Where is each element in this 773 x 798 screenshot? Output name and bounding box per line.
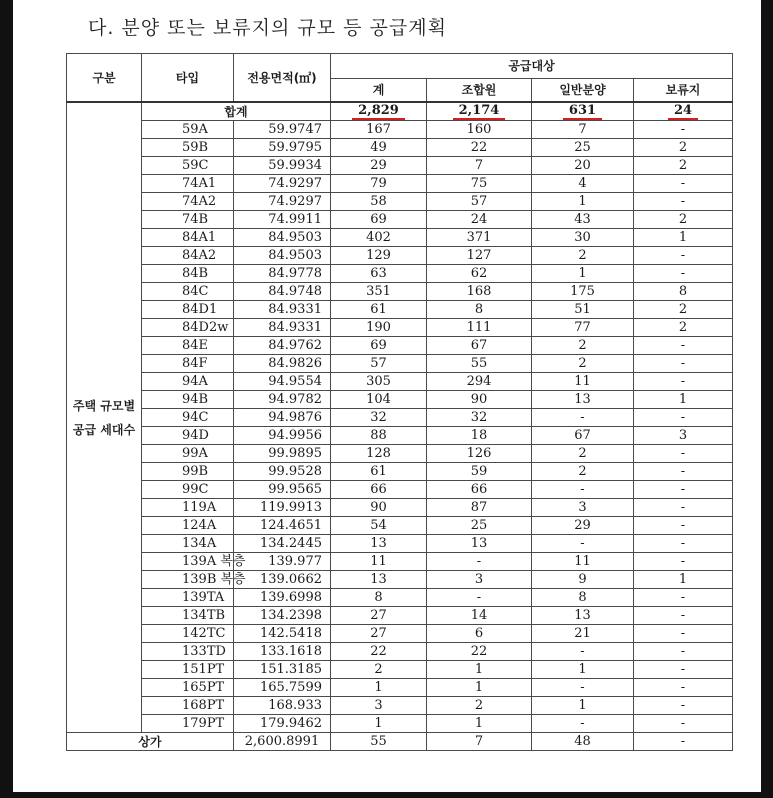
cell-area: 84.9778: [234, 265, 331, 283]
cell-reserved: -: [634, 625, 733, 643]
cell-members: 67: [427, 337, 532, 355]
cell-members: 59: [427, 463, 532, 481]
cell-type: 139A 복층: [142, 553, 234, 571]
cell-members: 62: [427, 265, 532, 283]
cell-general: 2: [532, 355, 634, 373]
cell-members: 8: [427, 301, 532, 319]
cell-area: 59.9934: [234, 157, 331, 175]
cell-reserved: 2: [634, 301, 733, 319]
table-row: [67, 409, 733, 427]
table-row: [67, 481, 733, 499]
cell-area: 84.9503: [234, 229, 331, 247]
cell-reserved: -: [634, 589, 733, 607]
cell-total: 128: [331, 445, 427, 463]
left-frame-edge: [0, 0, 13, 798]
cell-reserved: -: [634, 679, 733, 697]
cell-area: 165.7599: [234, 679, 331, 697]
cell-type: 99A: [142, 445, 234, 463]
cell-general: -: [532, 481, 634, 499]
table-row: [67, 535, 733, 553]
cell-type: 151PT: [142, 661, 234, 679]
cell-type: 84A2: [142, 247, 234, 265]
cell-total: 63: [331, 265, 427, 283]
table-row: [67, 661, 733, 679]
cell-area: 119.9913: [234, 499, 331, 517]
cell-area: 134.2398: [234, 607, 331, 625]
table-row: [67, 643, 733, 661]
cell-reserved: -: [634, 607, 733, 625]
grand-total-label: 합계: [142, 102, 331, 121]
cell-members: 24: [427, 211, 532, 229]
cell-area: 74.9297: [234, 193, 331, 211]
cell-type: 124A: [142, 517, 234, 535]
header-members: 조합원: [427, 79, 532, 103]
cell-total: 58: [331, 193, 427, 211]
cell-area: 133.1618: [234, 643, 331, 661]
cell-members: 168: [427, 283, 532, 301]
cell-total: 27: [331, 607, 427, 625]
table-row: [67, 445, 733, 463]
table-row: [67, 121, 733, 139]
cell-general: 1: [532, 697, 634, 715]
cell-total: 8: [331, 589, 427, 607]
grand-total-row: [67, 102, 733, 121]
cell-type: 74A2: [142, 193, 234, 211]
cell-total: 402: [331, 229, 427, 247]
table-row: [67, 283, 733, 301]
cell-type: 84C: [142, 283, 234, 301]
bottom-frame-edge: [0, 792, 773, 798]
header-total: 계: [331, 79, 427, 103]
cell-members: 55: [427, 355, 532, 373]
cell-reserved: -: [634, 517, 733, 535]
cell-reserved: -: [634, 337, 733, 355]
cell-reserved: -: [634, 481, 733, 499]
cell-area: 84.9762: [234, 337, 331, 355]
cell-reserved: -: [634, 661, 733, 679]
cell-total: 79: [331, 175, 427, 193]
cell-general: 29: [532, 517, 634, 535]
cell-general: 13: [532, 391, 634, 409]
cell-total: 69: [331, 211, 427, 229]
cell-total: 88: [331, 427, 427, 445]
cell-reserved: -: [634, 553, 733, 571]
table-row: [67, 517, 733, 535]
table-row: [67, 175, 733, 193]
cell-members: 3: [427, 571, 532, 589]
cell-general: 1: [532, 661, 634, 679]
cell-general: 2: [532, 445, 634, 463]
table-row: [67, 319, 733, 337]
cell-total: 305: [331, 373, 427, 391]
header-area: 전용면적(㎡): [234, 54, 331, 103]
cell-area: 134.2445: [234, 535, 331, 553]
cell-members: 90: [427, 391, 532, 409]
cell-members: 1: [427, 715, 532, 733]
cell-total: 1: [331, 715, 427, 733]
cell-total: 13: [331, 535, 427, 553]
cell-general: 25: [532, 139, 634, 157]
commercial-reserved: -: [634, 733, 733, 751]
cell-members: 126: [427, 445, 532, 463]
cell-area: 74.9911: [234, 211, 331, 229]
cell-reserved: 8: [634, 283, 733, 301]
cell-area: 84.9748: [234, 283, 331, 301]
cell-general: 9: [532, 571, 634, 589]
cell-reserved: 1: [634, 391, 733, 409]
cell-members: 2: [427, 697, 532, 715]
cell-total: 29: [331, 157, 427, 175]
cell-members: 1: [427, 679, 532, 697]
cell-type: 74B: [142, 211, 234, 229]
cell-total: 167: [331, 121, 427, 139]
cell-reserved: 2: [634, 157, 733, 175]
cell-general: 8: [532, 589, 634, 607]
cell-type: 84E: [142, 337, 234, 355]
cell-members: 22: [427, 139, 532, 157]
cell-reserved: -: [634, 715, 733, 733]
grand-total-members: 2,174: [453, 103, 506, 120]
cell-type: 119A: [142, 499, 234, 517]
cell-reserved: 2: [634, 211, 733, 229]
cell-type: 59B: [142, 139, 234, 157]
cell-total: 66: [331, 481, 427, 499]
cell-general: -: [532, 409, 634, 427]
cell-total: 22: [331, 643, 427, 661]
cell-type: 165PT: [142, 679, 234, 697]
cell-members: 13: [427, 535, 532, 553]
header-supply-target: 공급대상: [331, 54, 733, 79]
commercial-general: 48: [532, 733, 634, 751]
cell-area: 84.9826: [234, 355, 331, 373]
cell-area: 94.9956: [234, 427, 331, 445]
commercial-total: 55: [331, 733, 427, 751]
commercial-row: [67, 733, 733, 751]
cell-total: 61: [331, 463, 427, 481]
cell-area: 94.9876: [234, 409, 331, 427]
cell-general: 43: [532, 211, 634, 229]
cell-general: -: [532, 535, 634, 553]
cell-area: 142.5418: [234, 625, 331, 643]
cell-members: 111: [427, 319, 532, 337]
table-row: [67, 571, 733, 589]
cell-reserved: -: [634, 121, 733, 139]
cell-type: 99C: [142, 481, 234, 499]
grand-total-general: 631: [563, 103, 602, 120]
cell-type: 94A: [142, 373, 234, 391]
cell-general: 20: [532, 157, 634, 175]
cell-type: 139TA: [142, 589, 234, 607]
cell-general: 1: [532, 193, 634, 211]
cell-reserved: -: [634, 355, 733, 373]
cell-type: 168PT: [142, 697, 234, 715]
cell-type: 94D: [142, 427, 234, 445]
cell-reserved: -: [634, 445, 733, 463]
cell-reserved: -: [634, 175, 733, 193]
cell-area: 151.3185: [234, 661, 331, 679]
cell-members: 18: [427, 427, 532, 445]
cell-area: 179.9462: [234, 715, 331, 733]
cell-total: 54: [331, 517, 427, 535]
cell-type: 94B: [142, 391, 234, 409]
cell-general: 2: [532, 463, 634, 481]
cell-members: 7: [427, 157, 532, 175]
cell-members: 32: [427, 409, 532, 427]
cell-total: 49: [331, 139, 427, 157]
table-row: [67, 427, 733, 445]
cell-total: 69: [331, 337, 427, 355]
cell-general: 67: [532, 427, 634, 445]
cell-total: 190: [331, 319, 427, 337]
cell-total: 129: [331, 247, 427, 265]
cell-area: 124.4651: [234, 517, 331, 535]
cell-members: -: [427, 589, 532, 607]
cell-members: 294: [427, 373, 532, 391]
cell-area: 99.9565: [234, 481, 331, 499]
table-row: [67, 373, 733, 391]
cell-reserved: -: [634, 697, 733, 715]
header-category: 구분: [67, 54, 142, 103]
cell-members: 87: [427, 499, 532, 517]
grand-total-total: 2,829: [352, 103, 405, 120]
cell-total: 61: [331, 301, 427, 319]
supply-plan-table: [66, 53, 733, 751]
commercial-label: 상가: [67, 733, 234, 751]
cell-general: 77: [532, 319, 634, 337]
cell-type: 84D2w: [142, 319, 234, 337]
cell-members: 160: [427, 121, 532, 139]
cell-area: 99.9895: [234, 445, 331, 463]
header-type: 타입: [142, 54, 234, 103]
cell-area: 139.6998: [234, 589, 331, 607]
cell-type: 99B: [142, 463, 234, 481]
cell-reserved: -: [634, 643, 733, 661]
cell-general: -: [532, 679, 634, 697]
right-frame-edge: [761, 0, 773, 798]
table-row: [67, 301, 733, 319]
cell-reserved: 1: [634, 571, 733, 589]
cell-reserved: 1: [634, 229, 733, 247]
table-row: [67, 499, 733, 517]
cell-reserved: -: [634, 193, 733, 211]
cell-area: 84.9331: [234, 301, 331, 319]
cell-reserved: -: [634, 535, 733, 553]
cell-reserved: -: [634, 499, 733, 517]
cell-type: 59C: [142, 157, 234, 175]
table-row: [67, 193, 733, 211]
cell-general: -: [532, 643, 634, 661]
cell-members: 75: [427, 175, 532, 193]
cell-type: 84A1: [142, 229, 234, 247]
cell-reserved: -: [634, 409, 733, 427]
cell-type: 94C: [142, 409, 234, 427]
cell-total: 57: [331, 355, 427, 373]
cell-general: 21: [532, 625, 634, 643]
cell-reserved: 2: [634, 319, 733, 337]
cell-area: 94.9782: [234, 391, 331, 409]
table-row: [67, 337, 733, 355]
cell-members: 14: [427, 607, 532, 625]
cell-type: 142TC: [142, 625, 234, 643]
cell-total: 32: [331, 409, 427, 427]
cell-type: 133TD: [142, 643, 234, 661]
cell-reserved: -: [634, 373, 733, 391]
cell-members: -: [427, 553, 532, 571]
grand-total-reserved: 24: [668, 103, 698, 120]
table-row: [67, 247, 733, 265]
table-row: [67, 697, 733, 715]
header-general: 일반분양: [532, 79, 634, 103]
cell-members: 6: [427, 625, 532, 643]
cell-type: 134TB: [142, 607, 234, 625]
table-row: [67, 355, 733, 373]
cell-members: 127: [427, 247, 532, 265]
table-row: [67, 139, 733, 157]
cell-total: 27: [331, 625, 427, 643]
cell-general: 3: [532, 499, 634, 517]
cell-general: 30: [532, 229, 634, 247]
cell-area: 74.9297: [234, 175, 331, 193]
cell-total: 11: [331, 553, 427, 571]
cell-total: 3: [331, 697, 427, 715]
cell-reserved: -: [634, 247, 733, 265]
cell-members: 1: [427, 661, 532, 679]
cell-members: 66: [427, 481, 532, 499]
cell-general: 11: [532, 553, 634, 571]
commercial-area: 2,600.8991: [234, 733, 331, 751]
table-row: [67, 463, 733, 481]
table-row: [67, 715, 733, 733]
cell-reserved: -: [634, 265, 733, 283]
cell-type: 84B: [142, 265, 234, 283]
cell-general: 7: [532, 121, 634, 139]
cell-total: 13: [331, 571, 427, 589]
category-label: 주택 규모별 공급 세대수: [67, 102, 142, 733]
cell-type: 84F: [142, 355, 234, 373]
cell-type: 134A: [142, 535, 234, 553]
cell-total: 90: [331, 499, 427, 517]
cell-area: 94.9554: [234, 373, 331, 391]
table-row: [67, 589, 733, 607]
cell-total: 351: [331, 283, 427, 301]
cell-reserved: 2: [634, 139, 733, 157]
cell-general: 2: [532, 337, 634, 355]
cell-general: 11: [532, 373, 634, 391]
cell-total: 104: [331, 391, 427, 409]
cell-general: 2: [532, 247, 634, 265]
cell-total: 1: [331, 679, 427, 697]
cell-general: 13: [532, 607, 634, 625]
cell-members: 371: [427, 229, 532, 247]
cell-members: 57: [427, 193, 532, 211]
table-row: [67, 157, 733, 175]
cell-type: 139B 복층: [142, 571, 234, 589]
cell-general: 1: [532, 265, 634, 283]
cell-type: 59A: [142, 121, 234, 139]
table-row: [67, 211, 733, 229]
table-row: [67, 679, 733, 697]
cell-area: 99.9528: [234, 463, 331, 481]
page-title: 다. 분양 또는 보류지의 규모 등 공급계획: [88, 17, 447, 39]
table-row: [67, 265, 733, 283]
cell-area: 84.9331: [234, 319, 331, 337]
table-row: [67, 229, 733, 247]
cell-area: 168.933: [234, 697, 331, 715]
table-row: [67, 553, 733, 571]
cell-type: 74A1: [142, 175, 234, 193]
cell-type: 179PT: [142, 715, 234, 733]
table-row: [67, 625, 733, 643]
cell-reserved: 3: [634, 427, 733, 445]
header-reserved: 보류지: [634, 79, 733, 103]
cell-area: 139.977: [234, 553, 331, 571]
cell-area: 59.9747: [234, 121, 331, 139]
table-row: [67, 391, 733, 409]
cell-area: 59.9795: [234, 139, 331, 157]
cell-general: 175: [532, 283, 634, 301]
cell-members: 25: [427, 517, 532, 535]
cell-general: 4: [532, 175, 634, 193]
cell-general: -: [532, 715, 634, 733]
cell-members: 22: [427, 643, 532, 661]
cell-general: 51: [532, 301, 634, 319]
cell-area: 139.0662: [234, 571, 331, 589]
cell-total: 2: [331, 661, 427, 679]
cell-area: 84.9503: [234, 247, 331, 265]
commercial-members: 7: [427, 733, 532, 751]
table-row: [67, 607, 733, 625]
cell-type: 84D1: [142, 301, 234, 319]
cell-reserved: -: [634, 463, 733, 481]
